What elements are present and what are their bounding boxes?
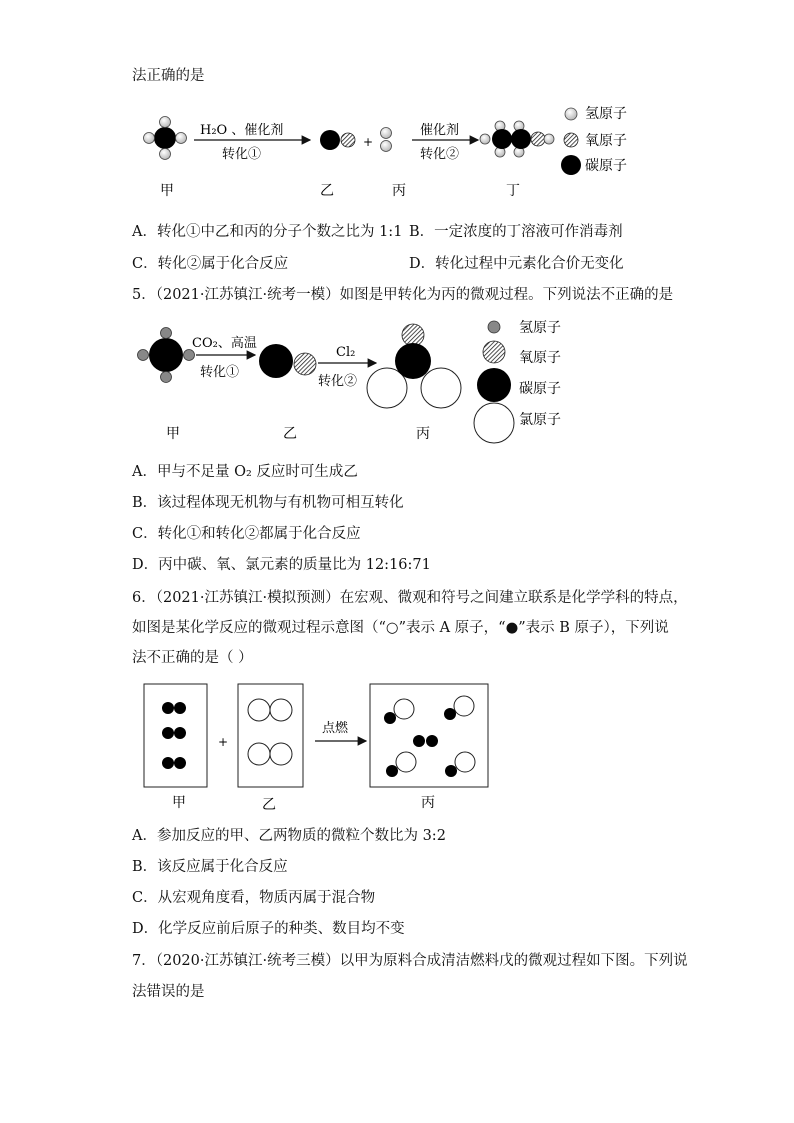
q5-label-bing: 丙 [416, 426, 430, 442]
q6-label-jia: 甲 [172, 795, 186, 811]
q5-arrow1-bottom: 转化① [200, 365, 240, 380]
q6-option-a: A．参加反应的甲、乙两物质的微粒个数比为 3:2 [132, 828, 446, 844]
q4-bing-molecule [381, 128, 392, 152]
q4-diagram [130, 98, 670, 208]
q5-legend-o: 氧原子 [519, 350, 561, 366]
q6-plus: + [218, 735, 229, 749]
q5-legend-cl: 氯原子 [519, 412, 561, 428]
q4-arrow1-top: H₂O 、催化剂 [200, 123, 284, 138]
q5-arrow2-top: Cl₂ [336, 345, 356, 360]
q4-option-b: B．一定浓度的丁溶液可作消毒剂 [409, 224, 623, 240]
q5-label-yi: 乙 [283, 426, 297, 442]
q4-legend [561, 106, 627, 175]
q4-ding-molecule [480, 121, 554, 157]
q6-stem-line2: 如图是某化学反应的微观过程示意图（“○”表示 A 原子，“●”表示 B 原子），下列说 [132, 620, 669, 636]
q6-label-bing: 丙 [421, 795, 435, 811]
q4-option-a: A．转化①中乙和丙的分子个数之比为 1:1 [132, 224, 403, 240]
q5-option-a: A．甲与不足量 O₂ 反应时可生成乙 [132, 464, 358, 480]
q5-label-jia: 甲 [166, 426, 180, 442]
q4-legend-h: 氢原子 [585, 106, 627, 122]
q5-option-b: B．该过程体现无机物与有机物可相互转化 [132, 495, 404, 511]
q6-option-b: B．该反应属于化合反应 [132, 859, 288, 875]
q6-stem-line3: 法不正确的是（ ） [132, 650, 253, 666]
q6-label-yi: 乙 [262, 797, 276, 813]
q6-stem-line1: 6．（2021·江苏镇江·模拟预测）在宏观、微观和符号之间建立联系是化学学科的特点， [132, 590, 688, 606]
q5-arrow1-top: CO₂、高温 [192, 336, 257, 351]
q5-legend [474, 320, 561, 443]
q5-bing-molecule [367, 324, 461, 408]
q5-jia-molecule [138, 328, 195, 383]
q6-arrow-top: 点燃 [322, 721, 349, 736]
q6-option-c: C．从宏观角度看，物质丙属于混合物 [132, 890, 376, 906]
q5-yi-molecule [259, 344, 316, 378]
q4-legend-o: 氧原子 [585, 133, 627, 149]
q5-option-d: D．丙中碳、氧、氯元素的质量比为 12:16:71 [132, 557, 431, 573]
q5-legend-h: 氢原子 [519, 320, 561, 336]
q4-stem-tail: 法正确的是 [132, 68, 205, 84]
q4-arrow2-top: 催化剂 [420, 123, 460, 138]
q5-stem: 5．（2021·江苏镇江·统考一模）如图是甲转化为丙的微观过程。下列说法不正确的是 [132, 287, 674, 303]
q6-option-d: D．化学反应前后原子的种类、数目均不变 [132, 921, 405, 937]
q4-label-yi: 乙 [320, 183, 334, 199]
q4-arrow2-bottom: 转化② [420, 147, 460, 162]
q7-stem-line2: 法错误的是 [132, 984, 205, 1000]
q4-option-c: C．转化②属于化合反应 [132, 256, 289, 272]
q4-jia-molecule [144, 117, 187, 160]
q4-label-ding: 丁 [506, 183, 520, 199]
q4-label-jia: 甲 [160, 183, 174, 199]
q6-diagram [138, 678, 498, 818]
q5-arrow2-bottom: 转化② [318, 374, 358, 389]
q4-arrow1-bottom: 转化① [222, 147, 262, 162]
q4-label-bing: 丙 [392, 183, 406, 199]
q7-stem-line1: 7．（2020·江苏镇江·统考三模）以甲为原料合成清洁燃料戊的微观过程如下图。下列说 [132, 953, 688, 969]
q5-legend-c: 碳原子 [519, 381, 561, 397]
q4-legend-c: 碳原子 [585, 158, 627, 174]
q5-option-c: C．转化①和转化②都属于化合反应 [132, 526, 361, 542]
q4-plus: + [363, 135, 374, 149]
q4-yi-molecule [320, 130, 355, 150]
q4-option-d: D．转化过程中元素化合价无变化 [409, 256, 624, 272]
q5-diagram [130, 315, 610, 450]
